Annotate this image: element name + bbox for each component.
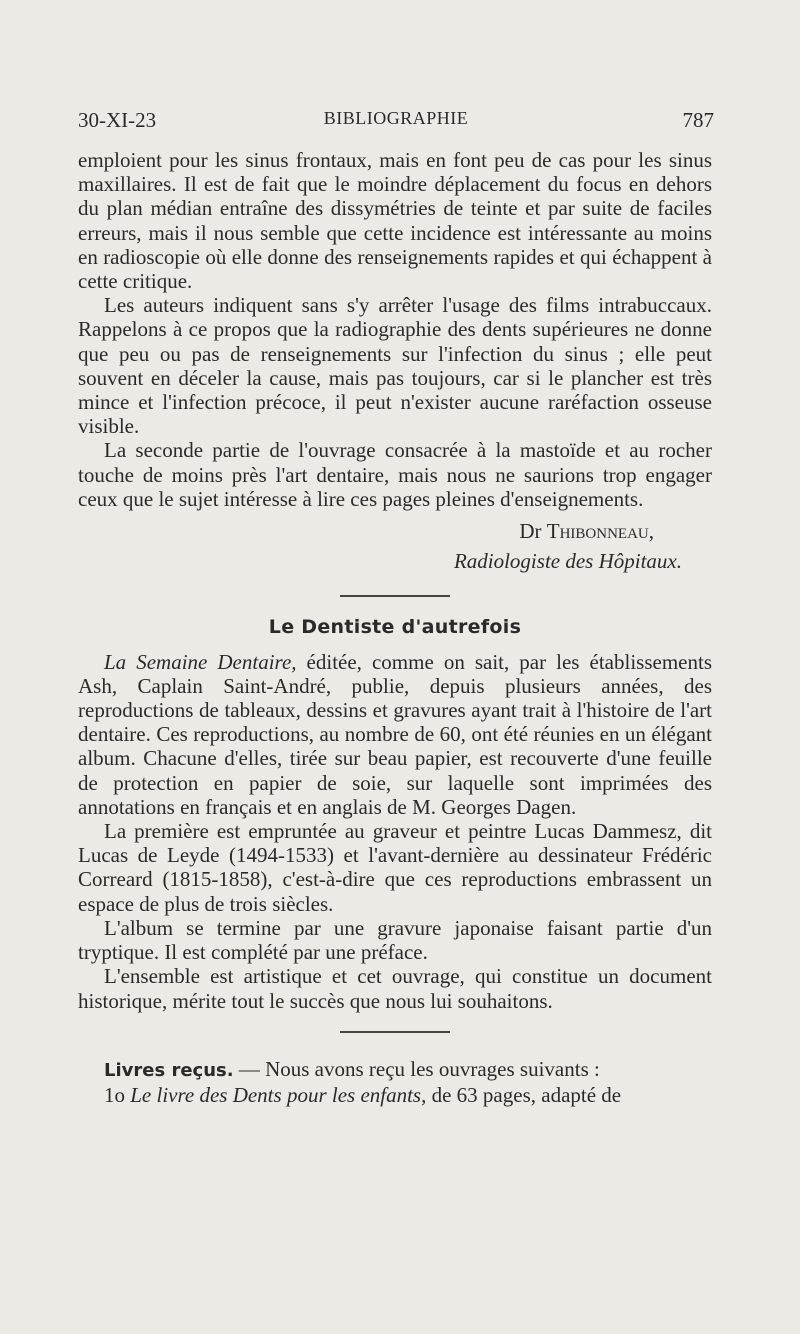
article-body bbox=[78, 148, 712, 1107]
signature-name: Thibonneau, bbox=[546, 519, 654, 544]
signature-title: Radiologiste des Hôpitaux. bbox=[453, 549, 682, 574]
running-header bbox=[78, 108, 714, 138]
paragraph: La première est empruntée au graveur et peintre Lucas Dammesz, dit Lucas de Leyde (1494-1533) et l'avant-dernière au dessinateur Frédéric Correard (1815-1858), c'est-à-dire que ces reproductions embrassent un espace de plus de trois siècles. bbox=[78, 819, 712, 916]
header-section: BIBLIOGRAPHIE bbox=[323, 108, 469, 128]
book-number: 1o bbox=[104, 1082, 125, 1107]
paragraph-text: éditée, comme on sait, par les établissements Ash, Caplain Saint-André, publie, depuis plusieurs années, des reproductions de tableaux, dessins et gravures ayant trait à l'histoire de l'art dentaire. Ces reproductions, au nombre de 60, ont été réunies en un élégant album. Chacune d'elles, tirée sur beau papier, est recouverte d'une feuille de protection en papier de soie, sur laquelle sont imprimées des annotations en français et en anglais de M. Georges Dagen. bbox=[78, 649, 712, 819]
paragraph: emploient pour les sinus frontaux, mais en font peu de cas pour les sinus maxillaires. Il est de fait que le moindre déplacement du focus en dehors du plan médian entraîne des dissymétries de teinte et par suite de faciles erreurs, mais il nous semble que cette incidence est intéressante au moins en radioscopie où elle donne des renseignements rapides et qui échappent à cette critique. bbox=[78, 148, 712, 294]
books-intro: — Nous avons reçu les ouvrages suivants : bbox=[233, 1056, 600, 1081]
signature bbox=[78, 519, 712, 543]
paragraph bbox=[78, 650, 712, 819]
book-desc: de 63 pages, adapté de bbox=[426, 1082, 622, 1107]
paragraph: Les auteurs indiquent sans s'y arrêter l'usage des films intrabuccaux. Rappelons à ce propos que la radiographie des dents supérieures ne donne que peu ou pas de renseignements sur l'infection du sinus ; elle peut souvent en déceler la cause, mais pas toujours, car si le plancher est très mince et l'infection précoce, il peut n'exister aucune raréfaction osseuse visible. bbox=[78, 293, 712, 439]
book-title: Le livre des Dents pour les enfants, bbox=[130, 1082, 427, 1107]
journal-title: La Semaine Dentaire, bbox=[104, 649, 297, 674]
page-number: 787 bbox=[682, 108, 714, 132]
header-date: 30-XI-23 bbox=[78, 108, 157, 132]
signature-prefix: Dr bbox=[519, 519, 542, 544]
book-item bbox=[78, 1083, 712, 1107]
paragraph: La seconde partie de l'ouvrage consacrée à la mastoïde et au rocher touche de moins près l'art dentaire, mais nous ne saurions trop engager ceux que le sujet intéresse à lire ces pages pleines d'enseignements. bbox=[78, 438, 712, 511]
books-received bbox=[78, 1057, 712, 1083]
section-title: Le Dentiste d'autrefois bbox=[268, 616, 522, 639]
books-heading: Livres reçus. bbox=[104, 1059, 234, 1081]
paragraph: L'album se termine par une gravure japonaise faisant partie d'un tryptique. Il est complété par une préface. bbox=[78, 915, 712, 965]
paragraph: L'ensemble est artistique et cet ouvrage, qui constitue un document historique, mérite tout le succès que nous lui souhaitons. bbox=[78, 964, 712, 1013]
